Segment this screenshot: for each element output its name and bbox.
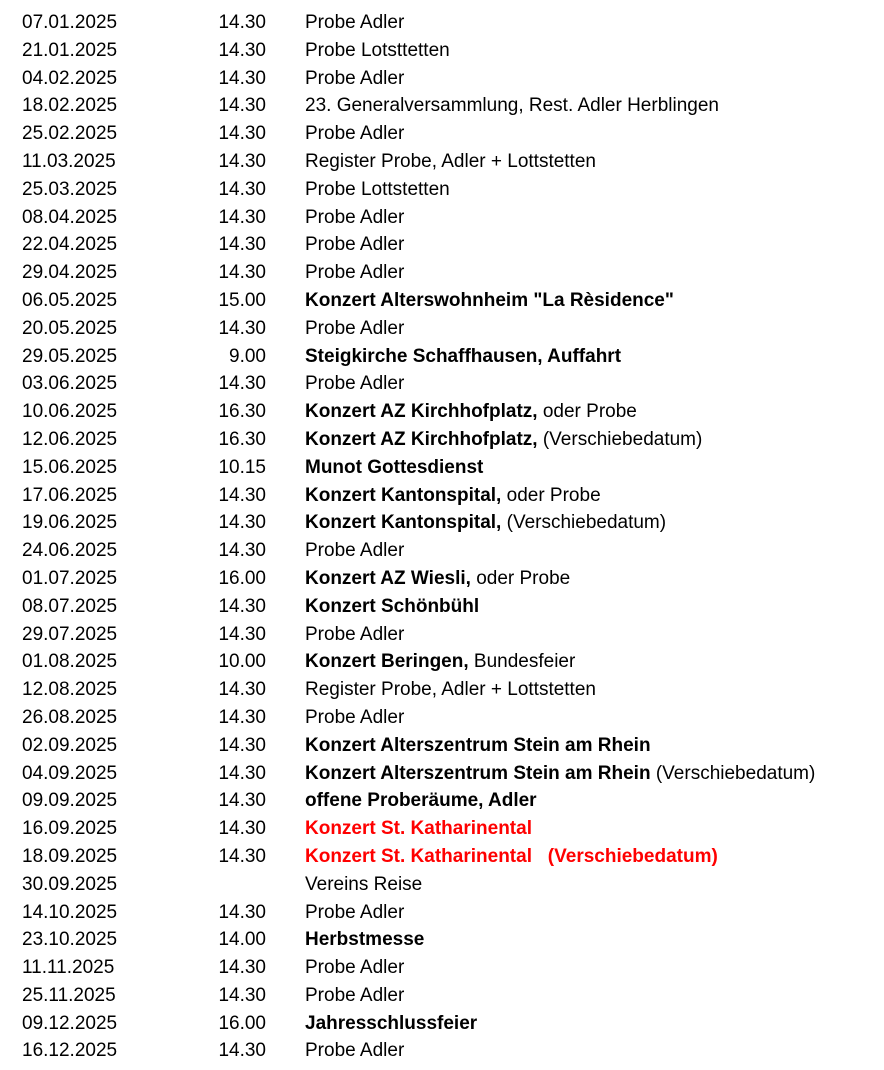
event-date: 08.07.2025 — [22, 595, 118, 617]
schedule-row — [0, 370, 884, 398]
event-date: 23.10.2025 — [22, 929, 118, 951]
event-time: 15.00 — [218, 289, 266, 311]
schedule-row — [0, 259, 884, 287]
event-date: 12.06.2025 — [22, 428, 118, 450]
event-note: Register Probe, Adler + Lottstetten — [305, 679, 596, 701]
event-description — [305, 370, 404, 398]
event-title-bold: offene Proberäume, Adler — [305, 790, 537, 812]
event-date: 11.03.2025 — [22, 150, 116, 172]
event-date: 26.08.2025 — [22, 706, 118, 728]
schedule-row — [0, 92, 884, 120]
schedule-row — [0, 1010, 884, 1038]
event-note: Bundesfeier — [468, 651, 576, 673]
event-date: 11.11.2025 — [22, 957, 115, 979]
schedule-row — [0, 732, 884, 760]
event-time: 16.00 — [218, 1012, 266, 1034]
schedule-row — [0, 482, 884, 510]
event-note: Vereins Reise — [305, 873, 423, 895]
schedule-row — [0, 1037, 884, 1065]
event-time: 14.30 — [218, 901, 266, 923]
event-date: 08.04.2025 — [22, 206, 118, 228]
schedule-row — [0, 704, 884, 732]
event-time: 14.30 — [218, 762, 266, 784]
event-time: 14.30 — [218, 734, 266, 756]
schedule-row — [0, 204, 884, 232]
schedule-row — [0, 621, 884, 649]
schedule-row — [0, 926, 884, 954]
event-description — [305, 954, 404, 982]
event-time: 14.30 — [218, 1040, 266, 1062]
event-date: 04.02.2025 — [22, 67, 118, 89]
event-time: 14.30 — [218, 595, 266, 617]
schedule-table — [0, 9, 884, 1065]
event-title-bold: Konzert Alterszentrum Stein am Rhein — [305, 762, 651, 784]
event-note: Probe Adler — [305, 12, 405, 33]
event-time: 14.30 — [218, 95, 266, 117]
event-title-bold: Konzert Schönbühl — [305, 595, 480, 617]
event-title-bold: Munot Gottesdienst — [305, 456, 484, 478]
schedule-row — [0, 593, 884, 621]
event-date: 17.06.2025 — [22, 484, 118, 506]
event-time: 14.30 — [218, 178, 266, 200]
event-title-bold: Jahresschlussfeier — [305, 1012, 478, 1034]
event-date: 01.07.2025 — [22, 567, 118, 589]
event-date: 09.09.2025 — [22, 790, 118, 812]
event-description — [305, 120, 404, 148]
schedule-row — [0, 815, 884, 843]
event-description — [305, 231, 404, 259]
event-note: Probe Adler — [305, 1040, 405, 1062]
event-title-bold: Konzert Alterszentrum Stein am Rhein — [305, 734, 651, 756]
event-time: 10.15 — [218, 456, 266, 478]
event-note: Probe Adler — [305, 623, 405, 645]
event-description — [305, 454, 483, 482]
event-date: 29.05.2025 — [22, 345, 118, 367]
event-note: (Verschiebedatum) — [501, 512, 667, 534]
event-note: Probe Adler — [305, 901, 405, 923]
event-description — [305, 648, 575, 676]
event-title-bold: Herbstmesse — [305, 929, 425, 951]
event-title-bold: Konzert Kantonspital, — [305, 512, 502, 534]
schedule-row — [0, 120, 884, 148]
event-date: 21.01.2025 — [22, 39, 118, 61]
event-time: 16.00 — [218, 567, 266, 589]
schedule-row — [0, 899, 884, 927]
event-date: 25.02.2025 — [22, 123, 118, 145]
event-note: Probe Adler — [305, 234, 405, 256]
event-description — [305, 204, 404, 232]
event-note: oder Probe — [537, 401, 637, 423]
event-description — [305, 982, 404, 1010]
event-date: 18.09.2025 — [22, 845, 118, 867]
schedule-row — [0, 37, 884, 65]
event-note: Probe Adler — [305, 984, 405, 1006]
event-date: 16.09.2025 — [22, 818, 118, 840]
event-date: 16.12.2025 — [22, 1040, 118, 1062]
event-note: Probe Lottstetten — [305, 178, 450, 200]
schedule-row — [0, 231, 884, 259]
event-time: 14.30 — [218, 512, 266, 534]
event-description — [305, 287, 674, 315]
event-description — [305, 565, 570, 593]
schedule-row — [0, 760, 884, 788]
schedule-row — [0, 65, 884, 93]
event-description — [305, 899, 404, 927]
event-date: 29.07.2025 — [22, 623, 118, 645]
event-description — [305, 509, 666, 537]
event-time: 14.30 — [218, 790, 266, 812]
event-date: 24.06.2025 — [22, 540, 118, 562]
event-date: 29.04.2025 — [22, 262, 118, 284]
event-title-bold: Konzert AZ Kirchhofplatz, — [305, 428, 538, 450]
event-description — [305, 815, 532, 843]
event-date: 07.01.2025 — [22, 12, 118, 33]
event-description — [305, 398, 637, 426]
event-date: 03.06.2025 — [22, 373, 118, 395]
event-description — [305, 621, 404, 649]
event-description — [305, 732, 651, 760]
schedule-row — [0, 648, 884, 676]
event-date: 14.10.2025 — [22, 901, 118, 923]
schedule-row — [0, 148, 884, 176]
event-date: 20.05.2025 — [22, 317, 118, 339]
event-description — [305, 426, 702, 454]
event-time: 14.30 — [218, 818, 266, 840]
schedule-row — [0, 537, 884, 565]
event-time: 16.30 — [218, 428, 266, 450]
schedule-row — [0, 954, 884, 982]
event-time: 16.30 — [218, 401, 266, 423]
event-note: Probe Adler — [305, 262, 405, 284]
event-date: 22.04.2025 — [22, 234, 118, 256]
event-time: 14.30 — [218, 317, 266, 339]
event-date: 18.02.2025 — [22, 95, 118, 117]
event-title-bold: Konzert St. Katharinental — [305, 818, 532, 840]
event-time: 9.00 — [229, 345, 266, 367]
event-time: 14.30 — [218, 984, 266, 1006]
event-title-bold: Konzert St. Katharinental (Verschiebedatum) — [305, 845, 718, 867]
event-description — [305, 926, 424, 954]
schedule-row — [0, 9, 884, 37]
schedule-row — [0, 565, 884, 593]
event-description — [305, 760, 815, 788]
schedule-row — [0, 176, 884, 204]
event-description — [305, 787, 537, 815]
schedule-row — [0, 843, 884, 871]
event-date: 25.11.2025 — [22, 984, 116, 1006]
event-description — [305, 176, 450, 204]
event-time: 14.30 — [218, 262, 266, 284]
event-note: oder Probe — [470, 567, 571, 589]
event-date: 01.08.2025 — [22, 651, 118, 673]
event-note: Probe Adler — [305, 957, 405, 979]
schedule-row — [0, 871, 884, 899]
event-time: 10.00 — [218, 651, 266, 673]
event-date: 04.09.2025 — [22, 762, 118, 784]
event-description — [305, 315, 404, 343]
event-description — [305, 482, 601, 510]
schedule-row — [0, 454, 884, 482]
event-note: Probe Adler — [305, 317, 405, 339]
event-date: 25.03.2025 — [22, 178, 118, 200]
event-note: Probe Adler — [305, 67, 405, 89]
schedule-row — [0, 343, 884, 371]
event-time: 14.30 — [218, 373, 266, 395]
schedule-row — [0, 982, 884, 1010]
event-date: 30.09.2025 — [22, 873, 118, 895]
event-time: 14.30 — [218, 957, 266, 979]
event-date: 09.12.2025 — [22, 1012, 118, 1034]
event-description — [305, 593, 479, 621]
event-note: (Verschiebedatum) — [537, 428, 703, 450]
event-date: 06.05.2025 — [22, 289, 118, 311]
event-title-bold: Konzert AZ Kirchhofplatz, — [305, 401, 538, 423]
event-description — [305, 1037, 404, 1065]
event-title-bold: Steigkirche Schaffhausen, Auffahrt — [305, 345, 622, 367]
event-note: Probe Adler — [305, 373, 405, 395]
event-description — [305, 343, 621, 371]
event-note: Probe Adler — [305, 206, 405, 228]
schedule-row — [0, 315, 884, 343]
schedule-row — [0, 787, 884, 815]
event-date: 19.06.2025 — [22, 512, 118, 534]
event-description — [305, 843, 718, 871]
event-time: 14.30 — [218, 67, 266, 89]
event-time: 14.00 — [218, 929, 266, 951]
event-date: 10.06.2025 — [22, 401, 118, 423]
event-description — [305, 676, 596, 704]
event-note: oder Probe — [501, 484, 601, 506]
schedule-row — [0, 398, 884, 426]
event-time: 14.30 — [218, 234, 266, 256]
event-description — [305, 871, 422, 899]
event-note: Probe Adler — [305, 540, 405, 562]
schedule-row — [0, 287, 884, 315]
event-description — [305, 92, 719, 120]
event-description — [305, 1010, 477, 1038]
schedule-row — [0, 676, 884, 704]
event-time: 14.30 — [218, 150, 266, 172]
event-description — [305, 704, 404, 732]
event-time: 14.30 — [218, 623, 266, 645]
event-description — [305, 148, 596, 176]
event-time: 14.30 — [218, 12, 266, 33]
schedule-row — [0, 509, 884, 537]
event-description — [305, 37, 450, 65]
event-note: (Verschiebedatum) — [650, 762, 816, 784]
event-time: 14.30 — [218, 123, 266, 145]
event-description — [305, 259, 404, 287]
event-note: Register Probe, Adler + Lottstetten — [305, 150, 596, 172]
event-description — [305, 9, 404, 37]
event-title-bold: Konzert Beringen, — [305, 651, 469, 673]
event-title-bold: Konzert Kantonspital, — [305, 484, 502, 506]
event-note: Probe Adler — [305, 123, 405, 145]
event-time: 14.30 — [218, 706, 266, 728]
event-date: 12.08.2025 — [22, 679, 118, 701]
event-date: 02.09.2025 — [22, 734, 118, 756]
event-time: 14.30 — [218, 540, 266, 562]
event-description — [305, 537, 404, 565]
event-note: Probe Lotsttetten — [305, 39, 450, 61]
schedule-row — [0, 426, 884, 454]
event-date: 15.06.2025 — [22, 456, 118, 478]
event-time: 14.30 — [218, 845, 266, 867]
event-description — [305, 65, 404, 93]
event-note: Probe Adler — [305, 706, 405, 728]
event-note: 23. Generalversammlung, Rest. Adler Herblingen — [305, 95, 719, 117]
event-title-bold: Konzert AZ Wiesli, — [305, 567, 471, 589]
event-title-bold: Konzert Alterswohnheim "La Rèsidence" — [305, 289, 674, 311]
event-time: 14.30 — [218, 484, 266, 506]
event-time: 14.30 — [218, 206, 266, 228]
event-time: 14.30 — [218, 679, 266, 701]
event-time: 14.30 — [218, 39, 266, 61]
